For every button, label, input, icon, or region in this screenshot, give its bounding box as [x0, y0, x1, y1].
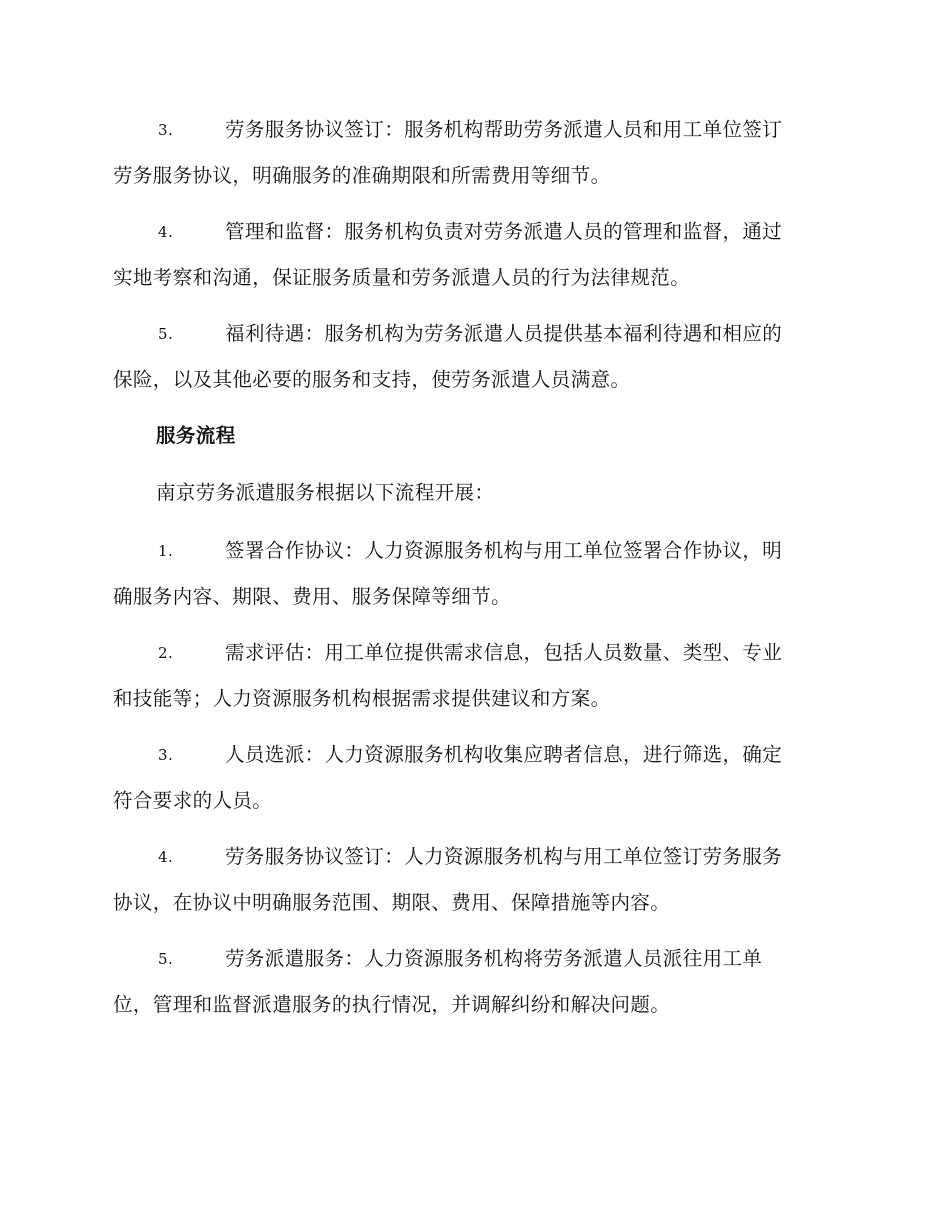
list-number: 3. — [158, 121, 174, 139]
list-number: 5. — [158, 950, 174, 968]
section-heading: 服务流程 — [156, 424, 236, 447]
process-item-3 — [113, 732, 843, 824]
list-item-upper-3 — [113, 107, 843, 199]
list-item-text-continued: 位，管理和监督派遣服务的执行情况，并调解纠纷和解决问题。 — [113, 993, 671, 1016]
process-item-4 — [113, 834, 843, 926]
list-number: 4. — [158, 223, 174, 241]
list-number: 3. — [158, 746, 174, 764]
list-item-text-continued: 协议，在协议中明确服务范围、期限、费用、保障措施等内容。 — [113, 891, 671, 914]
list-item-text-continued: 和技能等；人力资源服务机构根据需求提供建议和方案。 — [113, 687, 611, 710]
list-number: 4. — [158, 848, 174, 866]
list-item-text: 人员选派：人力资源服务机构收集应聘者信息，进行筛选，确定 — [225, 743, 783, 766]
list-item-text-continued: 保险，以及其他必要的服务和支持，使劳务派遣人员满意。 — [113, 368, 631, 391]
list-number: 1. — [158, 542, 174, 560]
list-item-text-continued: 劳务服务协议，明确服务的准确期限和所需费用等细节。 — [113, 164, 611, 187]
list-item-text: 劳务服务协议签订：服务机构帮助劳务派遣人员和用工单位签订 — [225, 118, 783, 141]
list-number: 5. — [158, 325, 174, 343]
process-item-5 — [113, 936, 843, 1028]
list-item-text: 劳务服务协议签订：人力资源服务机构与用工单位签订劳务服务 — [225, 845, 783, 868]
list-item-text-continued: 实地考察和沟通，保证服务质量和劳务派遣人员的行为法律规范。 — [113, 266, 691, 289]
list-item-upper-4 — [113, 209, 843, 301]
section-intro: 南京劳务派遣服务根据以下流程开展： — [156, 481, 495, 504]
list-item-text: 管理和监督：服务机构负责对劳务派遣人员的管理和监督，通过 — [225, 220, 783, 243]
list-item-upper-5 — [113, 311, 843, 403]
list-item-text: 签署合作协议：人力资源服务机构与用工单位签署合作协议，明 — [225, 539, 783, 562]
list-item-text: 需求评估：用工单位提供需求信息，包括人员数量、类型、专业 — [225, 641, 783, 664]
process-item-1 — [113, 528, 843, 620]
list-item-text: 劳务派遣服务：人力资源服务机构将劳务派遣人员派往用工单 — [225, 947, 763, 970]
list-item-text: 福利待遇：服务机构为劳务派遣人员提供基本福利待遇和相应的 — [225, 322, 783, 345]
list-item-text-continued: 符合要求的人员。 — [113, 789, 273, 812]
process-item-2 — [113, 630, 843, 722]
list-number: 2. — [158, 644, 174, 662]
list-item-text-continued: 确服务内容、期限、费用、服务保障等细节。 — [113, 585, 512, 608]
